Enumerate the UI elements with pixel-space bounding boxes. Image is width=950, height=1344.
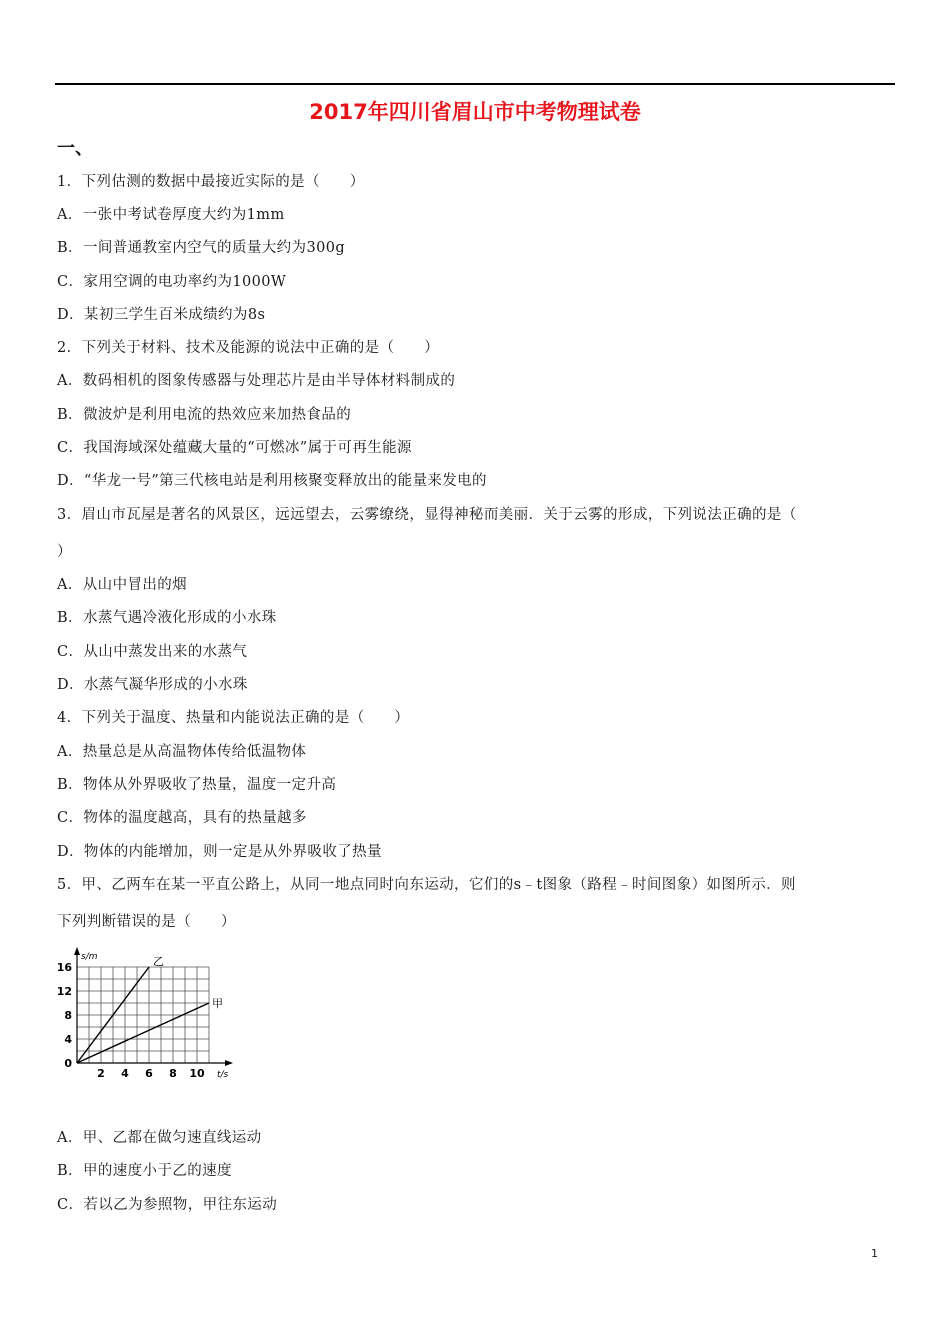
question-line: 下列判断错误的是（ ） (57, 914, 236, 930)
x-tick-label: 8 (169, 1067, 177, 1080)
option-line: C．从山中蒸发出来的水蒸气 (57, 644, 248, 660)
question-line: 2．下列关于材料、技术及能源的说法中正确的是（ ） (57, 340, 440, 356)
y-tick-label: 4 (64, 1033, 72, 1046)
y-tick-label: 16 (56, 961, 72, 974)
option-line: B．甲的速度小于乙的速度 (57, 1163, 232, 1179)
option-line: A．一张中考试卷厚度大约为1mm (57, 207, 285, 223)
option-line: A．热量总是从高温物体传给低温物体 (57, 744, 307, 760)
option-line: C．家用空调的电功率约为1000W (57, 274, 287, 290)
y-axis-label: s/m (81, 952, 98, 962)
option-line: B．水蒸气遇冷液化形成的小水珠 (57, 610, 277, 626)
y-axis-arrow (74, 947, 80, 955)
series-label: 乙 (153, 955, 164, 968)
series-line (77, 1003, 209, 1063)
option-line: D．物体的内能增加，则一定是从外界吸收了热量 (57, 844, 382, 860)
question-line: 5．甲、乙两车在某一平直公路上，从同一地点同时向东运动，它们的s﹣t图象（路程﹣时间图象）如图所示．则 (57, 877, 796, 893)
y-tick-label: 0 (64, 1057, 72, 1070)
option-line: D．“华龙一号”第三代核电站是利用核聚变释放出的能量来发电的 (57, 473, 487, 489)
option-line: B．微波炉是利用电流的热效应来加热食品的 (57, 407, 352, 423)
x-tick-label: 2 (97, 1067, 105, 1080)
x-tick-label: 10 (189, 1067, 205, 1080)
top-rule (55, 83, 895, 85)
x-axis-label: t/s (217, 1070, 229, 1080)
option-line: A．数码相机的图象传感器与处理芯片是由半导体材料制成的 (57, 373, 456, 389)
option-line: A．甲、乙都在做匀速直线运动 (57, 1130, 262, 1146)
option-line: C．我国海域深处蕴藏大量的“可燃冰”属于可再生能源 (57, 440, 412, 456)
question-line: ） (57, 544, 72, 560)
page-title: 2017年四川省眉山市中考物理试卷 (309, 100, 641, 124)
option-line: C．若以乙为参照物，甲往东运动 (57, 1197, 278, 1213)
page-number: 1 (871, 1247, 878, 1260)
x-tick-label: 6 (145, 1067, 153, 1080)
y-tick-label: 12 (56, 985, 72, 998)
option-line: A．从山中冒出的烟 (57, 577, 188, 593)
question-line: 4．下列关于温度、热量和内能说法正确的是（ ） (57, 710, 410, 726)
section-heading: 一、 (57, 138, 93, 159)
option-line: B．一间普通教室内空气的质量大约为300g (57, 240, 346, 256)
option-line: B．物体从外界吸收了热量，温度一定升高 (57, 777, 337, 793)
series-label: 甲 (212, 997, 223, 1010)
x-axis-arrow (225, 1060, 233, 1066)
option-line: D．水蒸气凝华形成的小水珠 (57, 677, 248, 693)
x-tick-label: 4 (121, 1067, 129, 1080)
option-line: D．某初三学生百米成绩约为8s (57, 307, 266, 323)
y-tick-label: 8 (64, 1009, 72, 1022)
option-line: C．物体的温度越高，具有的热量越多 (57, 810, 307, 826)
question-line: 1．下列估测的数据中最接近实际的是（ ） (57, 174, 365, 190)
question-line: 3．眉山市瓦屋是著名的风景区，远远望去，云雾缭绕，显得神秘而美丽．关于云雾的形成，下列说法正确的是（ (57, 507, 797, 523)
st-chart (55, 945, 255, 1085)
